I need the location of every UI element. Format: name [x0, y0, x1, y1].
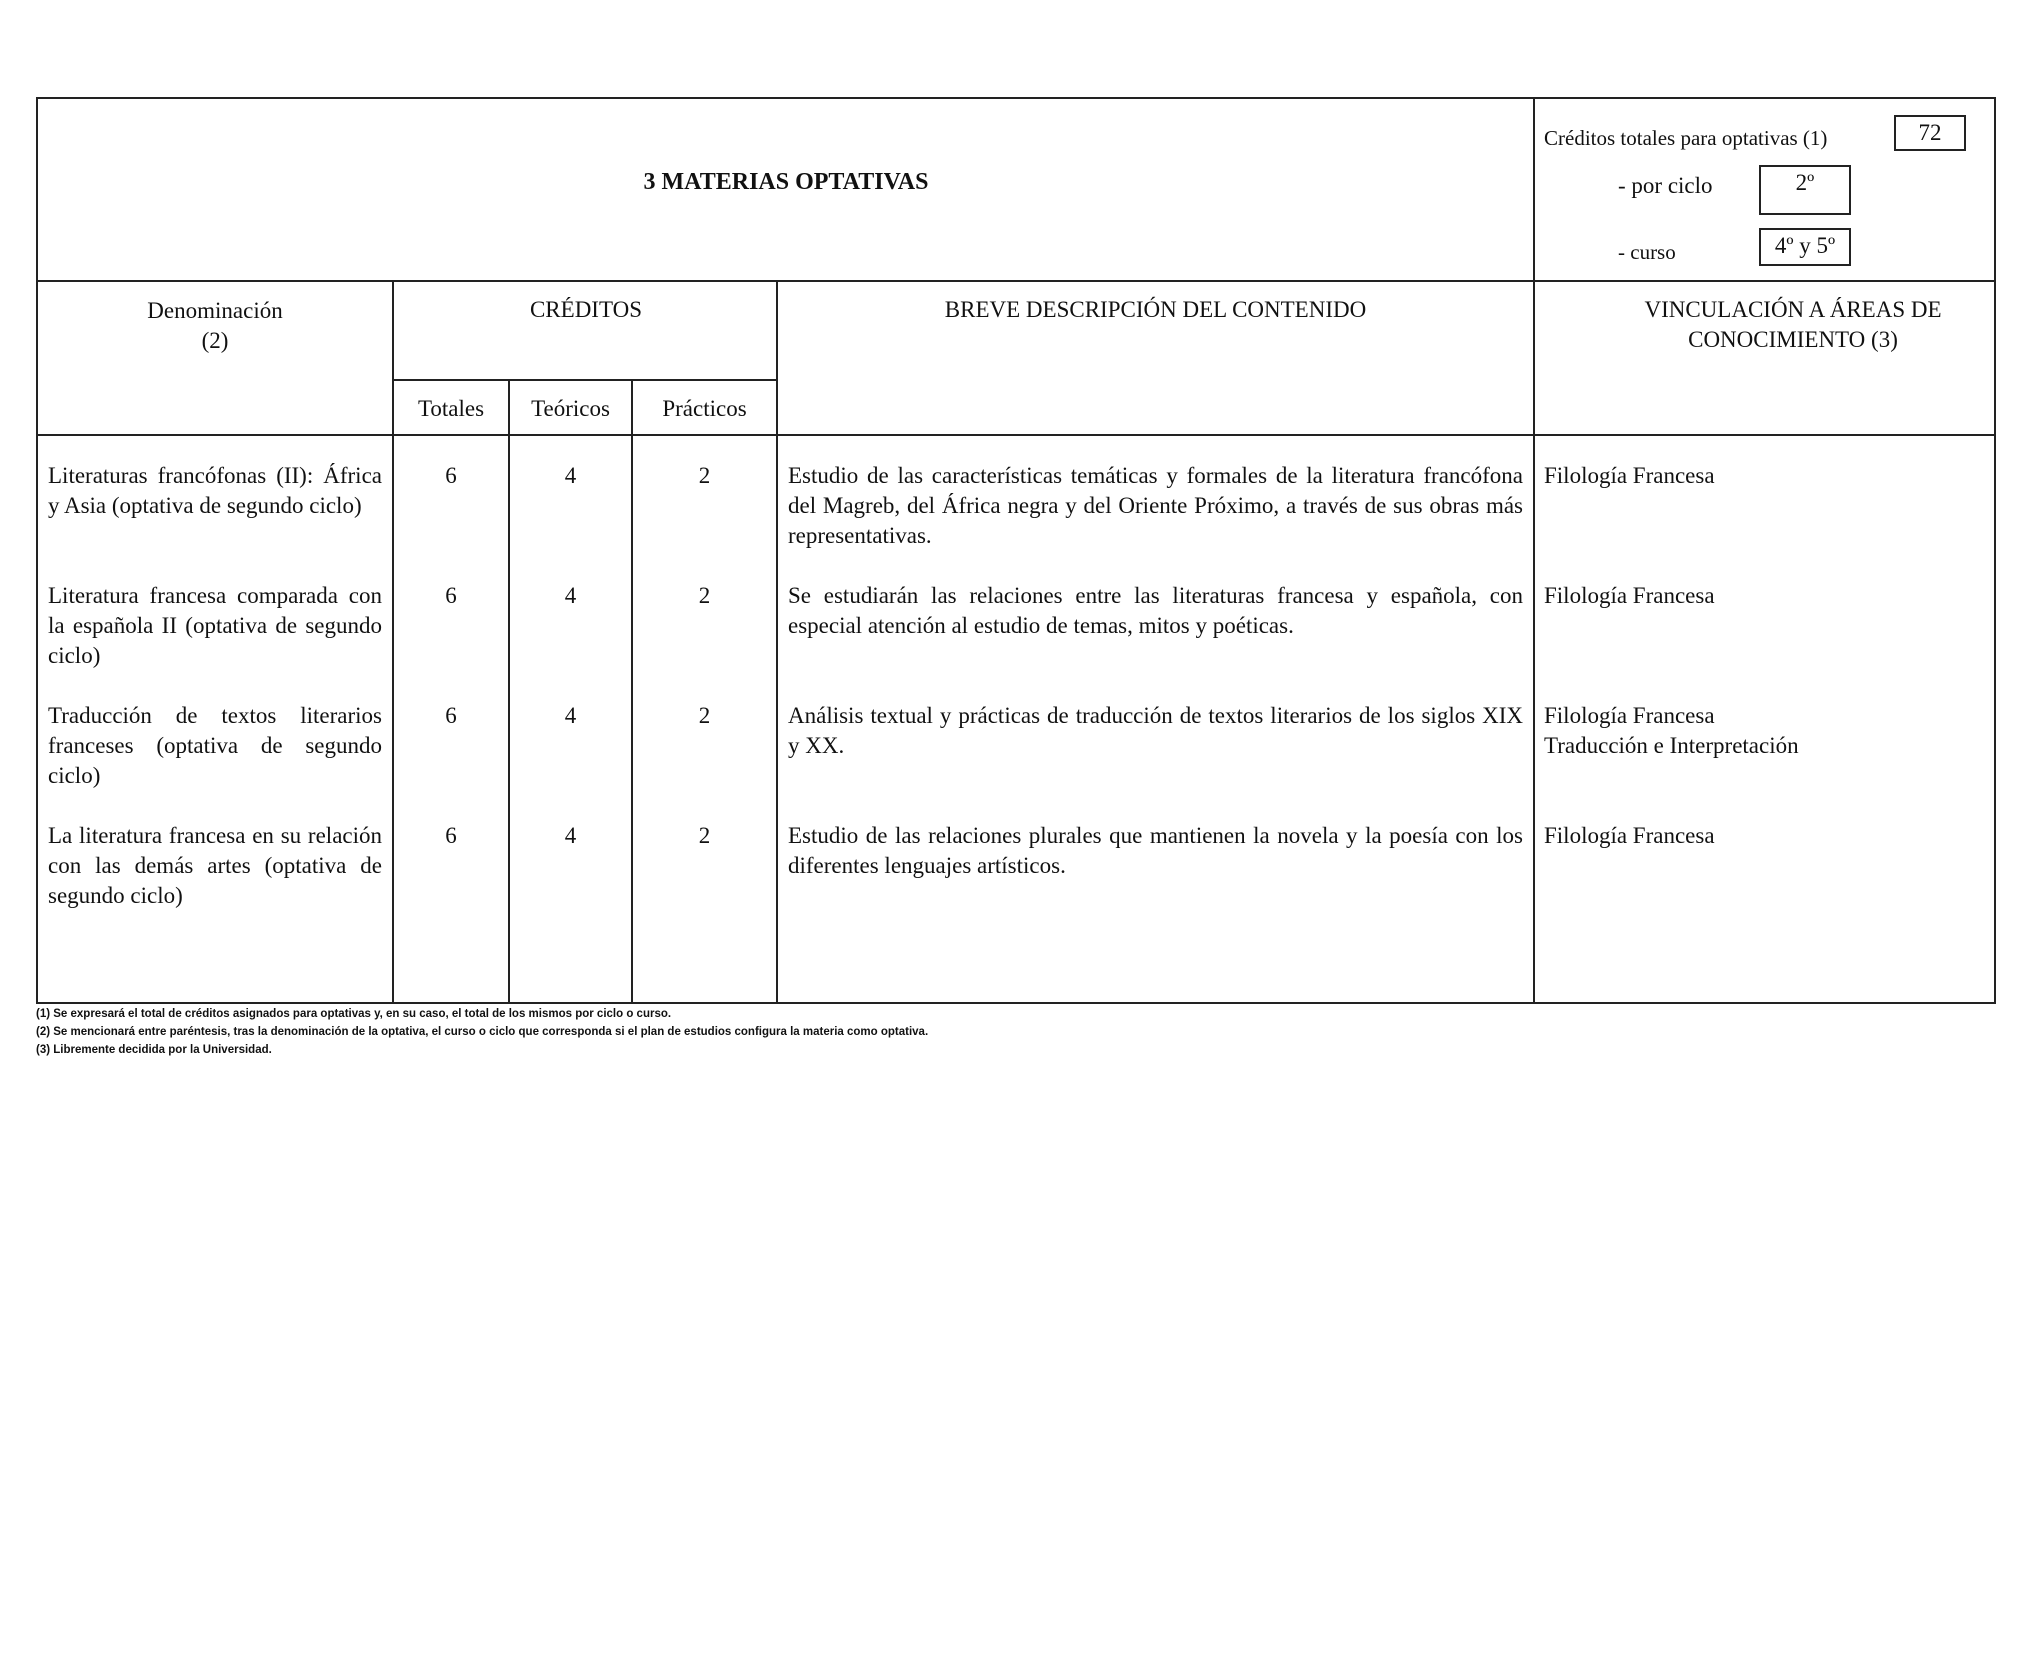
col-header-totales: Totales [417, 396, 485, 421]
row-3-area-1: Filología Francesa [1544, 703, 1715, 728]
row-2-teoricos: 4 [564, 583, 577, 608]
col-header-denominacion: Denominación [147, 298, 283, 323]
curso-box: 4º y 5º [1759, 228, 1851, 266]
col-header-creditos: CRÉDITOS [529, 297, 643, 322]
col-header-practicos: Prácticos [662, 396, 747, 421]
row-3-totales: 6 [445, 703, 457, 728]
row-3-practicos: 2 [698, 703, 711, 728]
col-header-vinculacion: VINCULACIÓN A ÁREAS DE CONOCIMIENTO (3) [1644, 297, 1942, 352]
col-header-denominacion-note: (2) [201, 328, 229, 353]
row-3-teoricos: 4 [564, 703, 577, 728]
footnote-1: (1) Se expresará el total de créditos asignados para optativas y, en su caso, el total de los mismos por ciclo o curso. [36, 1008, 672, 1020]
row-1-denominacion: Literaturas francófonas (II): África y Asia (optativa de segundo ciclo) [48, 463, 382, 518]
row-1-teoricos: 4 [564, 463, 577, 488]
col-header-teoricos: Teóricos [531, 396, 610, 421]
row-3-descripcion: Análisis textual y prácticas de traducción de textos literarios de los siglos XIX y XX. [788, 703, 1523, 758]
footnote-3: (3) Libremente decidida por la Universidad. [36, 1044, 272, 1056]
col-divider-practicos [776, 280, 778, 1004]
row-2-area-1: Filología Francesa [1544, 583, 1715, 608]
page-title: 3 MATERIAS OPTATIVAS [643, 169, 929, 195]
footnote-2: (2) Se mencionará entre paréntesis, tras la denominación de la optativa, el curso o ciclo que corresponda si el plan de estudios configura la materia como optativa. [36, 1026, 929, 1038]
col-header-descripcion: BREVE DESCRIPCIÓN DEL CONTENIDO [944, 297, 1367, 322]
header-divider [38, 280, 1994, 282]
row-3-denominacion: Traducción de textos literarios franceses (optativa de segundo ciclo) [48, 703, 382, 788]
row-3-area-2: Traducción e Interpretación [1544, 733, 1799, 758]
row-4-teoricos: 4 [564, 823, 577, 848]
curso-label: - curso [1618, 240, 1676, 264]
row-4-descripcion: Estudio de las relaciones plurales que mantienen la novela y la poesía con los diferentes lenguajes artísticos. [788, 823, 1523, 878]
credits-total-box: 72 [1894, 115, 1966, 151]
row-4-area-1: Filología Francesa [1544, 823, 1715, 848]
footnotes [36, 1005, 928, 1059]
row-1-practicos: 2 [698, 463, 711, 488]
row-1-totales: 6 [445, 463, 457, 488]
row-4-practicos: 2 [698, 823, 711, 848]
credits-total-label: Créditos totales para optativas (1) [1544, 126, 1828, 150]
col-divider-descripcion [1533, 99, 1535, 1004]
row-2-totales: 6 [445, 583, 457, 608]
por-ciclo-label: - por ciclo [1618, 173, 1713, 198]
row-4-totales: 6 [445, 823, 457, 848]
creditos-subheader-divider [394, 379, 778, 381]
row-1-descripcion: Estudio de las características temáticas y formales de la literatura francófona del Magreb, del África negra y del Oriente Próximo, a través de sus obras más representativas. [788, 463, 1523, 548]
por-ciclo-box: 2º [1759, 165, 1851, 215]
col-divider-name [392, 280, 394, 1004]
row-2-practicos: 2 [698, 583, 711, 608]
row-2-denominacion: Literatura francesa comparada con la española II (optativa de segundo ciclo) [48, 583, 382, 668]
row-1-area-1: Filología Francesa [1544, 463, 1715, 488]
column-header-divider [38, 434, 1994, 436]
row-2-descripcion: Se estudiarán las relaciones entre las literaturas francesa y española, con especial atención al estudio de temas, mitos y poéticas. [788, 583, 1523, 638]
row-4-denominacion: La literatura francesa en su relación con las demás artes (optativa de segundo ciclo) [48, 823, 382, 908]
optativas-table [36, 97, 1996, 1004]
